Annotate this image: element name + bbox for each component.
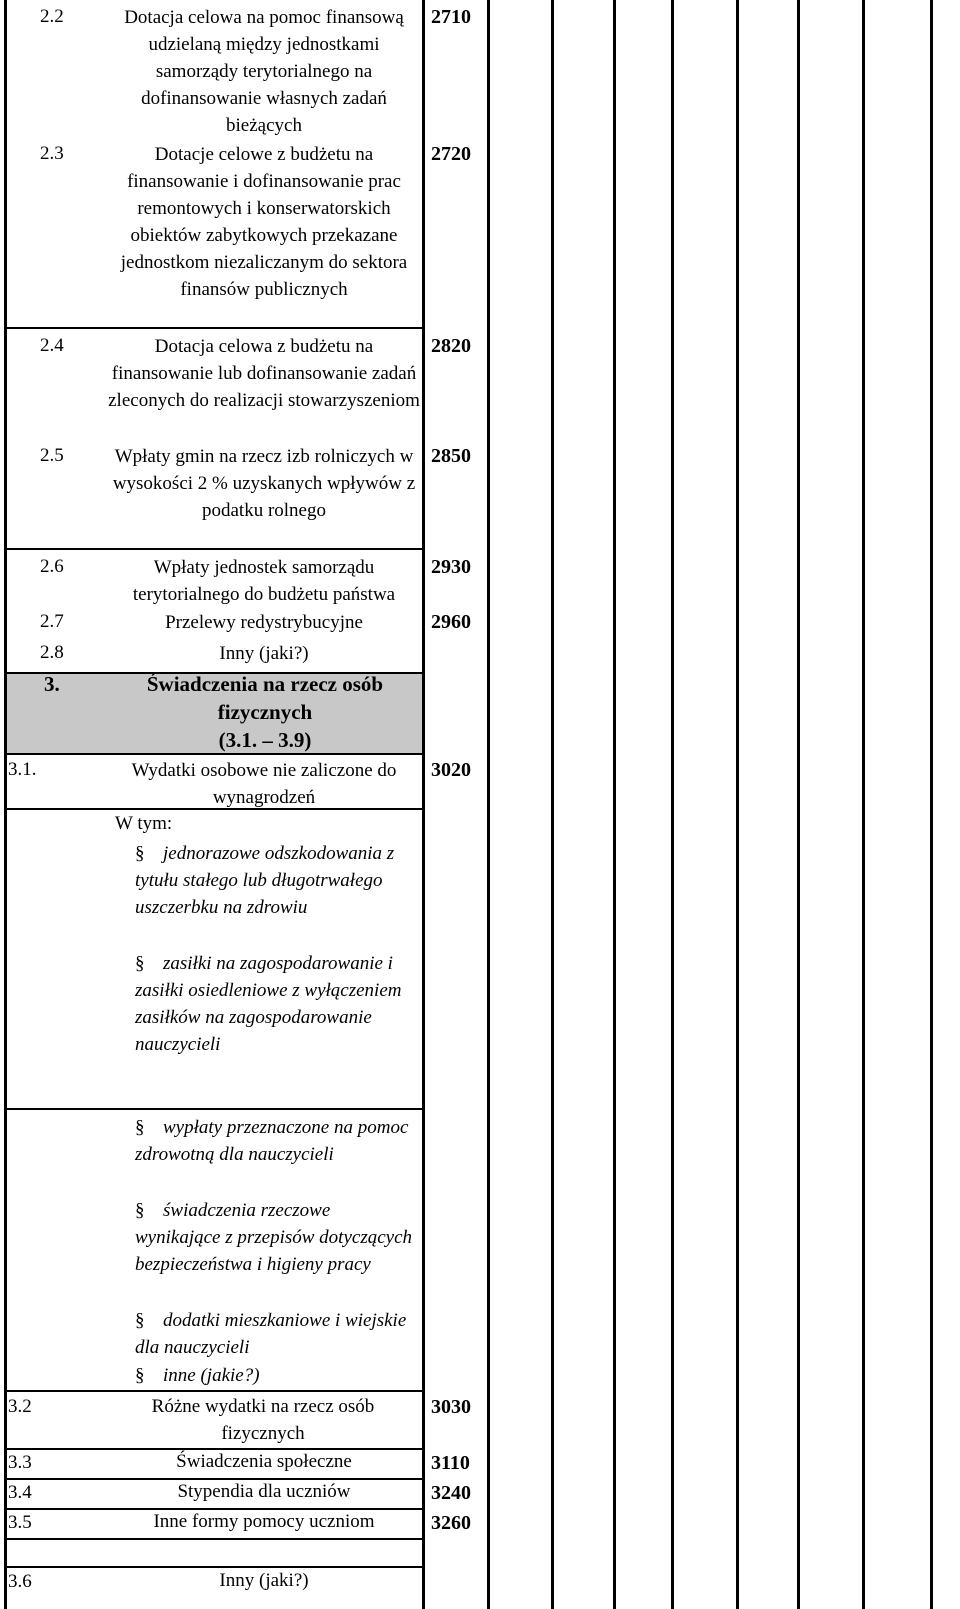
row-number: 3.4 bbox=[8, 1482, 32, 1503]
grid-vline bbox=[551, 0, 554, 1609]
row-number: 3.1. bbox=[8, 759, 37, 780]
row-code: 3030 bbox=[431, 1396, 471, 1418]
row-description: Inny (jaki?) bbox=[219, 1570, 309, 1591]
section-3-range: (3.1. – 3.9) bbox=[218, 728, 312, 752]
grid-hline bbox=[4, 1390, 424, 1392]
section-sign-icon: § bbox=[135, 953, 145, 974]
row-code: 2720 bbox=[431, 143, 471, 165]
grid-vline bbox=[613, 0, 616, 1609]
grid-vline bbox=[736, 0, 739, 1609]
section-3-number: 3. bbox=[44, 672, 60, 696]
row-number: 3.3 bbox=[8, 1452, 32, 1473]
row-code: 2710 bbox=[431, 6, 471, 28]
row-description: Inne formy pomocy uczniom bbox=[153, 1511, 375, 1532]
w-tym-label: W tym: bbox=[115, 813, 173, 834]
row-code: 2930 bbox=[431, 556, 471, 578]
row-number: 2.6 bbox=[40, 556, 64, 577]
bullet-item: § dodatki mieszkaniowe i wiejskie dla nauczycieli bbox=[135, 1307, 415, 1361]
row-description: Przelewy redystrybucyjne bbox=[165, 612, 363, 633]
section-sign-icon: § bbox=[135, 1117, 145, 1138]
bullet-item: § wypłaty przeznaczone na pomoc zdrowotną dla nauczycieli bbox=[135, 1114, 415, 1168]
row-number: 3.5 bbox=[8, 1512, 32, 1533]
grid-vline bbox=[422, 0, 425, 1609]
row-number: 3.6 bbox=[8, 1571, 32, 1592]
row-description: Różne wydatki na rzecz osób fizycznych bbox=[151, 1396, 375, 1444]
row-number: 2.5 bbox=[40, 445, 64, 466]
grid-vline bbox=[487, 0, 490, 1609]
row-code: 3110 bbox=[431, 1452, 470, 1474]
bullet-item: § jednorazowe odszkodowania z tytułu stałego lub długotrwałego uszczerbku na zdrowiu bbox=[135, 840, 415, 921]
row-number: 2.7 bbox=[40, 611, 64, 632]
row-description: Inny (jaki?) bbox=[219, 643, 309, 664]
row-number: 2.2 bbox=[40, 6, 64, 27]
row-description: Stypendia dla uczniów bbox=[177, 1481, 351, 1502]
section-sign-icon: § bbox=[135, 1200, 145, 1221]
row-code: 2820 bbox=[431, 335, 471, 357]
grid-vline bbox=[4, 0, 7, 1609]
bullet-item: § zasiłki na zagospodarowanie i zasiłki osiedleniowe z wyłączeniem zasiłków na zagospodarowanie nauczycieli bbox=[135, 950, 415, 1058]
row-description: Dotacja celowa z budżetu na finansowanie lub dofinansowanie zadań zleconych do realizacji stowarzyszeniom bbox=[108, 336, 420, 411]
row-code: 3020 bbox=[431, 759, 471, 781]
row-number: 2.3 bbox=[40, 143, 64, 164]
row-description: Wydatki osobowe nie zaliczone do wynagrodzeń bbox=[131, 760, 397, 808]
grid-hline bbox=[4, 1108, 424, 1110]
row-number: 2.8 bbox=[40, 642, 64, 663]
bullet-item: § świadczenia rzeczowe wynikające z przepisów dotyczących bezpieczeństwa i higieny pracy bbox=[135, 1197, 415, 1278]
grid-hline bbox=[4, 548, 424, 550]
row-description: Wpłaty jednostek samorządu terytorialnego do budżetu państwa bbox=[132, 557, 396, 605]
row-description: Dotacja celowa na pomoc finansową udzielaną między jednostkami samorządy terytorialnego na dofinansowanie własnych zadań bieżących bbox=[124, 7, 404, 136]
row-description: Wpłaty gmin na rzecz izb rolniczych w wysokości 2 % uzyskanych wpływów z podatku rolnego bbox=[112, 446, 416, 521]
row-code: 3260 bbox=[431, 1512, 471, 1534]
grid-hline bbox=[4, 1538, 424, 1540]
bullet-item: § inne (jakie?) bbox=[135, 1362, 415, 1389]
grid-hline bbox=[4, 327, 424, 329]
grid-vline bbox=[930, 0, 933, 1609]
section-sign-icon: § bbox=[135, 843, 145, 864]
row-number: 2.4 bbox=[40, 335, 64, 356]
section-3-title: Świadczenia na rzecz osób fizycznych bbox=[146, 672, 384, 724]
grid-vline bbox=[797, 0, 800, 1609]
section-sign-icon: § bbox=[135, 1310, 145, 1331]
row-description: Świadczenia społeczne bbox=[176, 1451, 352, 1472]
row-number: 3.2 bbox=[8, 1396, 32, 1417]
row-description: Dotacje celowe z budżetu na finansowanie i dofinansowanie prac remontowych i konserwatorskich obiektów zabytkowych przekazane jednostkom niezaliczanym do sektora finansów publicznych bbox=[120, 144, 408, 300]
grid-vline bbox=[671, 0, 674, 1609]
row-code: 2960 bbox=[431, 611, 471, 633]
row-code: 2850 bbox=[431, 445, 471, 467]
grid-vline bbox=[862, 0, 865, 1609]
section-sign-icon: § bbox=[135, 1365, 145, 1386]
row-code: 3240 bbox=[431, 1482, 471, 1504]
